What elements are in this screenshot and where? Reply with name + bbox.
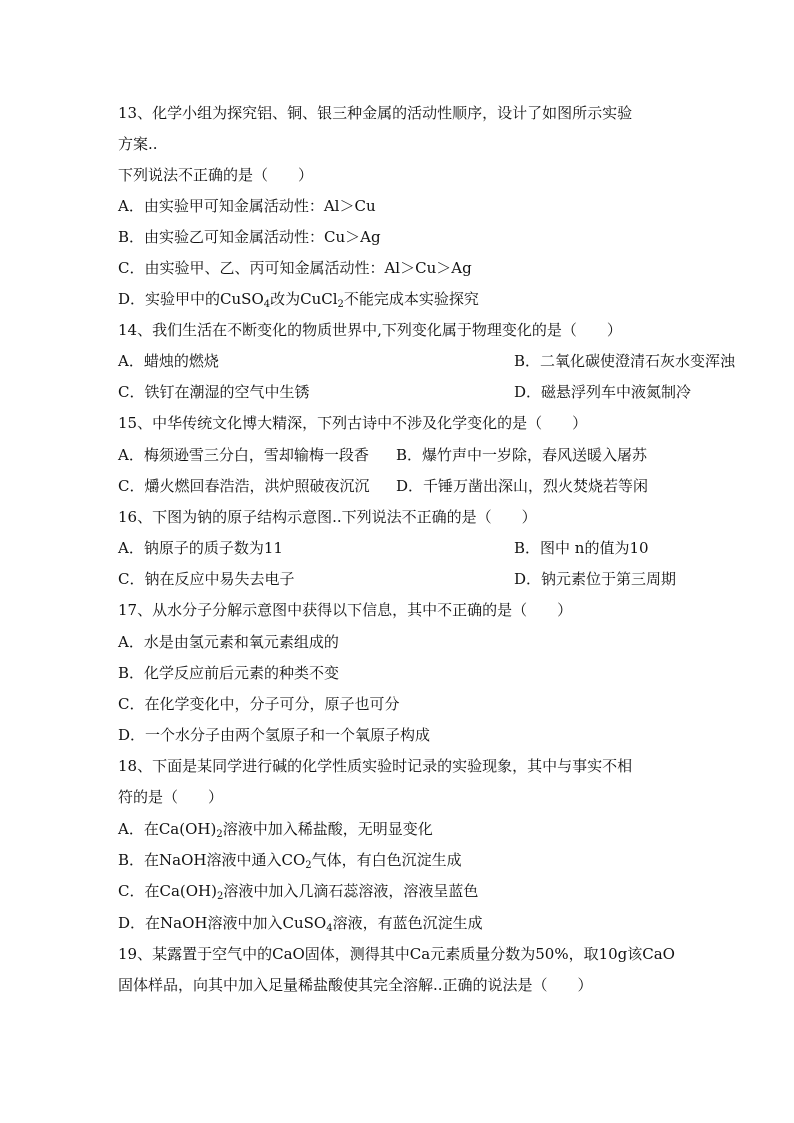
q17-option-d: D．一个水分子由两个氢原子和一个氧原子构成 [118, 726, 431, 744]
q14-option-b: B．二氧化碳使澄清石灰水变浑浊 [514, 352, 736, 370]
q13-option-d-text3: 不能完成本实验探究 [343, 290, 479, 308]
q18-option-d-text: D．在NaOH溶液中加入CuSO [118, 914, 327, 932]
q15-option-b: B．爆竹声中一岁除，春风送暖入屠苏 [396, 446, 648, 464]
q14-option-a: A．蜡烛的燃烧 [118, 352, 219, 370]
q18-option-b [118, 850, 462, 870]
q19-stem-line1: 19、某露置于空气中的CaO固体，测得其中Ca元素质量分数为50%，取10g该CaO [118, 945, 675, 963]
q17-option-a: A．水是由氢元素和氧元素组成的 [118, 633, 339, 651]
q18-option-c [118, 881, 478, 901]
q18-option-c-text2: 溶液中加入几滴石蕊溶液，溶液呈蓝色 [223, 882, 479, 900]
q13-option-d-text: D．实验甲中的CuSO [118, 290, 264, 308]
q16-options-row2 [118, 569, 677, 589]
q14-stem: 14、我们生活在不断变化的物质世界中,下列变化属于物理变化的是（ ） [118, 321, 622, 339]
q15-option-c: C．爝火燃回春浩浩，洪炉照破夜沉沉 [118, 477, 370, 495]
q13-option-d [118, 289, 479, 309]
q14-option-c: C．铁钉在潮湿的空气中生锈 [118, 383, 310, 401]
q15-options-row2 [118, 476, 649, 496]
q18-option-c-sub: 2 [216, 891, 224, 902]
q18-stem-line2: 符的是（ ） [118, 788, 224, 806]
q14-option-d: D．磁悬浮列车中液氮制冷 [514, 383, 692, 401]
q18-option-a-text: A．在Ca(OH) [118, 820, 217, 838]
q18-option-d [118, 913, 483, 933]
q13-stem-line2: 方案.. [118, 135, 158, 153]
q18-option-a-text2: 溶液中加入稀盐酸，无明显变化 [222, 820, 433, 838]
q17-option-b: B．化学反应前后元素的种类不变 [118, 664, 340, 682]
q15-option-a: A．梅须逊雪三分白，雪却输梅一段香 [118, 446, 369, 464]
q18-option-b-text2: 气体，有白色沉淀生成 [311, 851, 462, 869]
q16-option-d: D．钠元素位于第三周期 [514, 570, 677, 588]
q16-stem: 16、下图为钠的原子结构示意图..下列说法不正确的是（ ） [118, 508, 537, 526]
q18-stem-line1: 18、下面是某同学进行碱的化学性质实验时记录的实验现象，其中与事实不相 [118, 757, 633, 775]
q13-option-d-sub2: 2 [337, 299, 344, 310]
q13-stem-line3: 下列说法不正确的是（ ） [118, 166, 314, 184]
q17-stem: 17、从水分子分解示意图中获得以下信息，其中不正确的是（ ） [118, 601, 573, 619]
q18-option-b-sub: 2 [305, 860, 312, 871]
q16-option-a: A．钠原子的质子数为11 [118, 539, 283, 557]
q13-option-a: A．由实验甲可知金属活动性：Al＞Cu [118, 197, 376, 215]
q14-options-row2 [118, 382, 692, 402]
q14-options-row1 [118, 351, 736, 371]
q13-option-d-text2: 改为CuCl [270, 290, 338, 308]
q16-option-b: B．图中 n的值为10 [514, 539, 649, 557]
q19-stem-line2: 固体样品，向其中加入足量稀盐酸使其完全溶解..正确的说法是（ ） [118, 976, 593, 994]
q18-option-d-text2: 溶液，有蓝色沉淀生成 [332, 914, 483, 932]
q16-options-row1 [118, 538, 649, 558]
q16-option-c: C．钠在反应中易失去电子 [118, 570, 295, 588]
q15-stem: 15、中华传统文化博大精深，下列古诗中不涉及化学变化的是（ ） [118, 414, 588, 432]
q13-option-d-sub1: 4 [263, 299, 271, 310]
q15-options-row1 [118, 445, 648, 465]
q18-option-d-sub: 4 [326, 923, 333, 934]
q13-option-b: B．由实验乙可知金属活动性：Cu＞Ag [118, 228, 381, 246]
q18-option-b-text: B．在NaOH溶液中通入CO [118, 851, 306, 869]
q18-option-c-text: C．在Ca(OH) [118, 882, 217, 900]
q17-option-c: C．在化学变化中，分子可分，原子也可分 [118, 695, 400, 713]
q18-option-a-sub: 2 [216, 829, 223, 840]
q18-option-a [118, 819, 433, 839]
q13-option-c: C．由实验甲、乙、丙可知金属活动性：Al＞Cu＞Ag [118, 259, 472, 277]
q13-stem-line1: 13、化学小组为探究铝、铜、银三种金属的活动性顺序，设计了如图所示实验 [118, 104, 633, 122]
q15-option-d: D．千锤万凿出深山，烈火焚烧若等闲 [396, 477, 649, 495]
